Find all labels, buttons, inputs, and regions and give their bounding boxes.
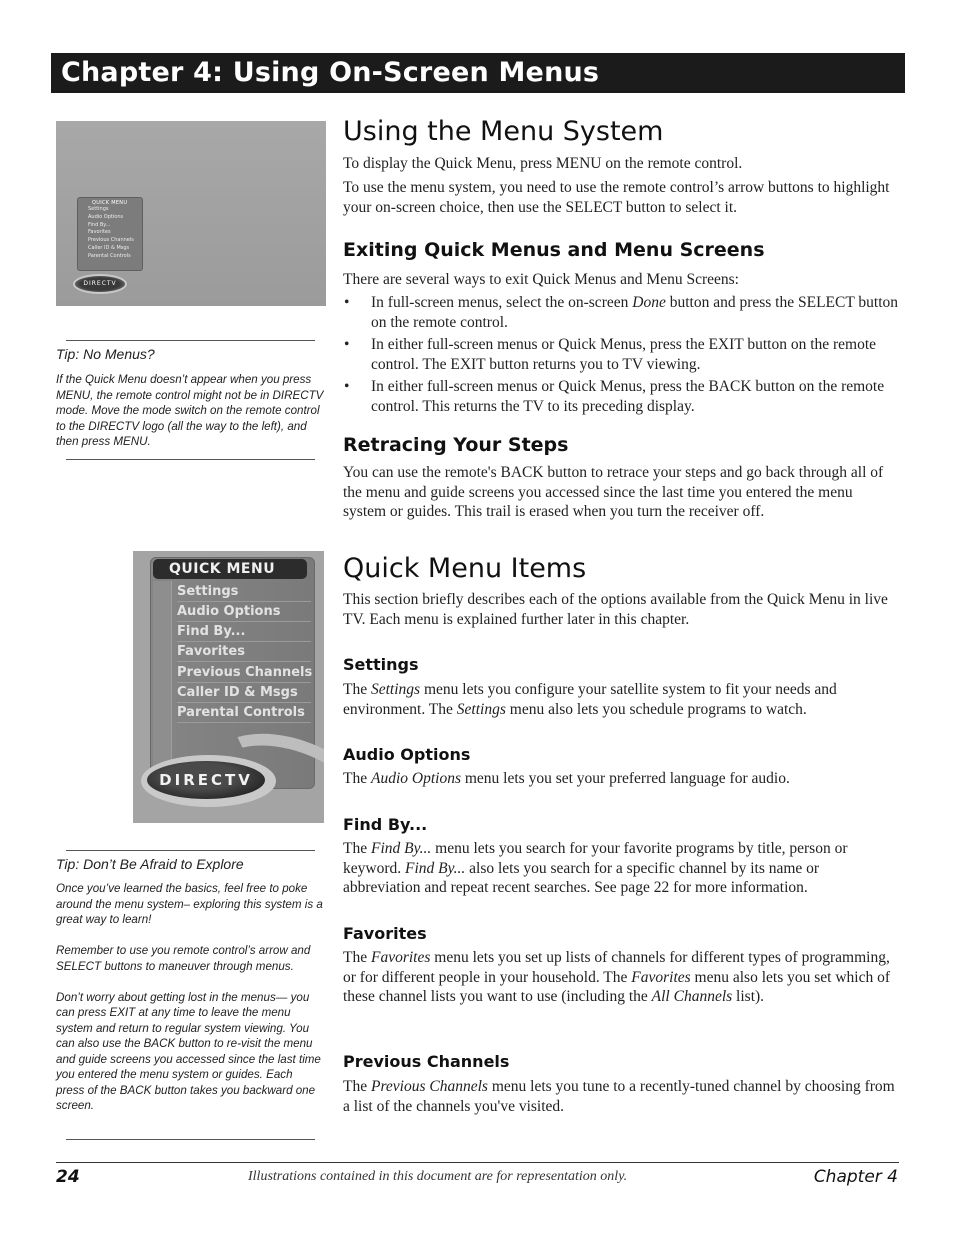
bullet-symbol: • bbox=[344, 294, 350, 311]
subheading-audio-options: Audio Options bbox=[343, 745, 471, 764]
directv-logo: DIRECTV bbox=[147, 761, 265, 799]
text: menu also lets you schedule programs to watch. bbox=[505, 700, 807, 718]
subheading-find-by: Find By... bbox=[343, 815, 428, 834]
tip-text: Don’t worry about getting lost in the menus— you can press EXIT at any time to leave the menu system and return to regular system viewing. You can also use the BACK button to re-visit the menu and guide screens you accessed since the last time you entered the menu system or guides. Each press of the BACK button takes you backward one screen. bbox=[56, 990, 321, 1112]
footer-rule bbox=[56, 1162, 899, 1163]
tip-rule-top bbox=[66, 850, 315, 851]
paragraph bbox=[343, 839, 899, 898]
footer-chapter: Chapter 4 bbox=[813, 1167, 898, 1187]
paragraph bbox=[343, 948, 899, 1007]
emphasis: Audio Options bbox=[370, 770, 461, 787]
tip-rule-bottom bbox=[66, 459, 315, 460]
emphasis: Find By... bbox=[405, 859, 466, 877]
emphasis: Previous Channels bbox=[370, 1078, 488, 1095]
bullet-symbol: • bbox=[344, 336, 350, 353]
emphasis: Find By... bbox=[370, 840, 432, 857]
list-item bbox=[343, 293, 899, 332]
emphasis: Done bbox=[632, 294, 666, 311]
bullet-symbol: • bbox=[344, 378, 350, 395]
subheading-exiting: Exiting Quick Menus and Menu Screens bbox=[343, 239, 765, 261]
tip-body bbox=[56, 372, 324, 450]
mini-menu-item: Caller ID & Msgs bbox=[88, 244, 130, 251]
tip-heading: Tip: Don’t Be Afraid to Explore bbox=[56, 856, 244, 872]
quick-menu-item-settings: Settings bbox=[177, 582, 311, 602]
paragraph bbox=[343, 680, 899, 719]
text: The bbox=[343, 770, 371, 787]
quick-menu-title: QUICK MENU bbox=[169, 561, 276, 577]
quick-menu-item-favorites: Favorites bbox=[177, 642, 311, 662]
text: menu lets you set up lists of channels for different types of programming, or for different people in your household. The bbox=[343, 949, 890, 986]
chapter-banner bbox=[51, 53, 905, 93]
subheading-previous-channels: Previous Channels bbox=[343, 1052, 510, 1071]
tip-text: If the Quick Menu doesn’t appear when you press MENU, the remote control might not be in DIRECTV mode. Move the mode switch on the remote control to the DIRECTV logo (all the way to the left), and then press MENU. bbox=[56, 373, 324, 448]
text: In either full-screen menus or Quick Menus, press the BACK button on the remote control. This returns the TV to its preceding display. bbox=[371, 378, 885, 415]
mini-menu-item: Find By... bbox=[88, 221, 111, 228]
quick-menu-item-find-by: Find By... bbox=[177, 622, 311, 642]
tip-rule-top bbox=[66, 340, 315, 341]
list-item bbox=[343, 335, 899, 374]
text: menu lets you tune to a recently-tuned channel by choosing from a list of the channels you've visited. bbox=[343, 1078, 895, 1115]
text: In either full-screen menus or Quick Menus, press the EXIT button on the remote control. The EXIT button returns you to TV viewing. bbox=[371, 336, 877, 373]
paragraph: To display the Quick Menu, press MENU on the remote control. bbox=[343, 155, 743, 172]
quick-menu-screenshot-small bbox=[56, 121, 326, 306]
emphasis: Favorites bbox=[370, 949, 431, 966]
exit-methods-list bbox=[343, 293, 899, 419]
mini-menu-title: QUICK MENU bbox=[92, 200, 128, 206]
list-item bbox=[343, 377, 899, 416]
text: menu lets you set your preferred language for audio. bbox=[460, 770, 790, 787]
subheading-settings: Settings bbox=[343, 655, 419, 674]
subheading-retracing: Retracing Your Steps bbox=[343, 434, 569, 456]
mini-menu-item: Audio Options bbox=[88, 213, 124, 220]
subheading-favorites: Favorites bbox=[343, 924, 427, 943]
text: The bbox=[343, 681, 371, 698]
emphasis: Settings bbox=[456, 700, 506, 718]
chapter-title: Chapter 4: Using On-Screen Menus bbox=[61, 57, 600, 88]
text: The bbox=[343, 949, 371, 966]
quick-menu-item-previous-channels: Previous Channels bbox=[177, 663, 311, 683]
text: In full-screen menus, select the on-screen bbox=[371, 294, 633, 311]
section-title-quick-menu-items: Quick Menu Items bbox=[343, 553, 587, 584]
tip-text: Remember to use you remote control’s arrow and SELECT buttons to maneuver through menus. bbox=[56, 944, 311, 973]
tip-body bbox=[56, 881, 324, 1114]
tip-heading: Tip: No Menus? bbox=[56, 346, 155, 362]
menu-stripe bbox=[153, 581, 172, 771]
quick-menu-item-audio-options: Audio Options bbox=[177, 602, 311, 622]
paragraph: You can use the remote's BACK button to retrace your steps and go back through all of the menu and guide screens you accessed since the last time you entered the menu system or guides. This trail is erased when you turn the receiver off. bbox=[343, 464, 884, 520]
directv-logo-small: DIRECTV bbox=[73, 274, 127, 294]
emphasis: Settings bbox=[370, 681, 421, 698]
paragraph: There are several ways to exit Quick Menus and Menu Screens: bbox=[343, 271, 739, 288]
page-number: 24 bbox=[56, 1167, 80, 1187]
text: button and press the SELECT button on the remote control. bbox=[371, 294, 899, 331]
paragraph bbox=[343, 1077, 899, 1116]
section-title-menu-system: Using the Menu System bbox=[343, 116, 664, 147]
emphasis: Favorites bbox=[631, 968, 691, 986]
emphasis: All Channels bbox=[651, 988, 733, 1005]
mini-quick-menu bbox=[77, 197, 143, 271]
tip-text: Once you’ve learned the basics, feel free to poke around the menu system– exploring this system is a great way to learn! bbox=[56, 882, 323, 926]
quick-menu-screenshot-large bbox=[133, 551, 324, 823]
paragraph: This section briefly describes each of the options available from the Quick Menu in live TV. Each menu is explained further later in this chapter. bbox=[343, 591, 888, 628]
mini-menu-item: Favorites bbox=[88, 229, 111, 236]
footer-note: Illustrations contained in this document are for representation only. bbox=[248, 1169, 628, 1184]
text: menu also lets you set which of these channel lists you want to use (including the bbox=[343, 968, 890, 1005]
paragraph: To use the menu system, you need to use the remote control’s arrow buttons to highlight your on-screen choice, then use the SELECT button to select it. bbox=[343, 179, 890, 216]
mini-menu-item: Previous Channels bbox=[88, 237, 134, 244]
paragraph bbox=[343, 769, 899, 789]
quick-menu-item-parental-controls: Parental Controls bbox=[177, 703, 311, 723]
mini-menu-item: Parental Controls bbox=[88, 252, 131, 259]
quick-menu-item-caller-id: Caller ID & Msgs bbox=[177, 683, 311, 703]
mini-menu-item: Settings bbox=[88, 206, 109, 212]
tip-rule-bottom bbox=[66, 1139, 315, 1140]
text: The bbox=[343, 1078, 371, 1095]
text: menu lets you search for your favorite programs by title, person or keyword. bbox=[343, 840, 848, 877]
text: The bbox=[343, 840, 371, 857]
text: list). bbox=[732, 988, 765, 1005]
text: also lets you search for a specific channel by its name or abbreviation and repeat recent searches. See page 22 for more information. bbox=[343, 859, 820, 896]
text: menu lets you configure your satellite system to fit your needs and environment. The bbox=[343, 681, 837, 718]
